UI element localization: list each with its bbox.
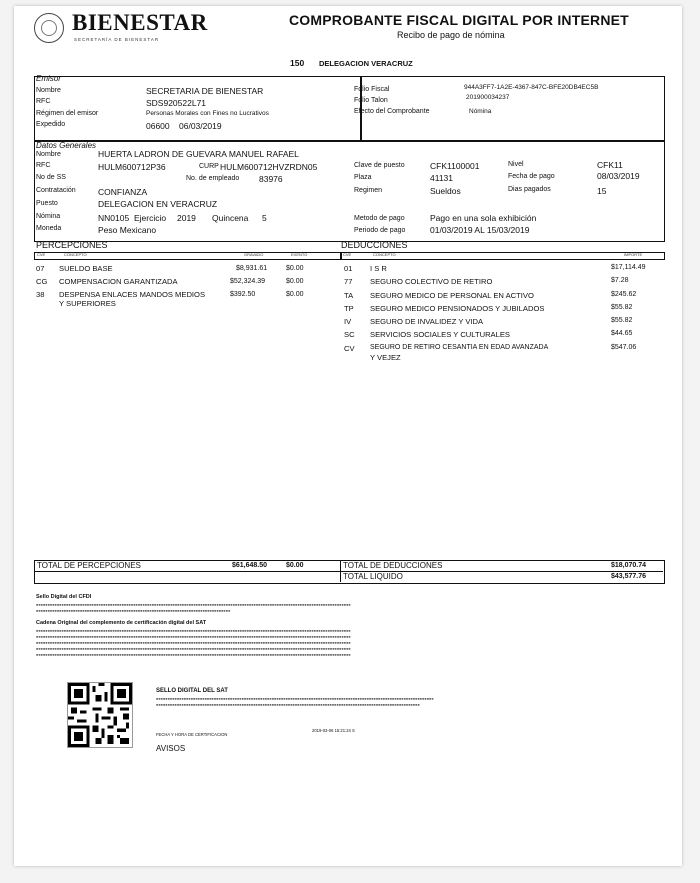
perc-row-exento: $0.00 [286, 265, 304, 272]
emisor-rfc-label: RFC [36, 98, 51, 105]
sello-sat-label: SELLO DIGITAL DEL SAT [156, 688, 228, 694]
perc-row-gravado: $52,324.39 [230, 278, 266, 285]
sello-sat-text: ■■■■■■■■■■■■■■■■■■■■■■■■■■■■■■■■■■■■■■■■■■■■■■■■■■■■■■■■■■■■■■■■■■■■■■■■■■■■■■■■■■■■■■■■■■■■■■■■■■■■■■■■■■■■■■■■■■ [156, 703, 420, 707]
perc-row-concepto: DESPENSA ENLACES MANDOS MEDIOS [59, 290, 206, 299]
sello-sat-text: ■■■■■■■■■■■■■■■■■■■■■■■■■■■■■■■■■■■■■■■■■■■■■■■■■■■■■■■■■■■■■■■■■■■■■■■■■■■■■■■■■■■■■■■■■■■■■■■■■■■■■■■■■■■■■■■■■■■■■■■■ [156, 697, 434, 701]
datos-puesto: DELEGACION EN VERACRUZ [98, 199, 218, 209]
folio-fiscal-label: Folio Fiscal [354, 86, 390, 93]
datos-ss-label: No de SS [36, 174, 66, 181]
total-liquido: $43,577.76 [611, 573, 647, 580]
efecto-value: Nómina [469, 108, 492, 115]
perc-row-exento: $0.00 [286, 278, 304, 285]
total-liquido-label: TOTAL LIQUIDO [343, 572, 403, 581]
ded-row-cve: CV [344, 344, 355, 353]
brand-logo-text: BIENESTAR [72, 10, 208, 35]
emisor-expedido-label: Expedido [36, 121, 66, 128]
datos-contratacion: CONFIANZA [98, 187, 148, 197]
perc-col-cve: CVE [37, 252, 46, 257]
cadena-original-text: ■■■■■■■■■■■■■■■■■■■■■■■■■■■■■■■■■■■■■■■■■■■■■■■■■■■■■■■■■■■■■■■■■■■■■■■■■■■■■■■■■■■■■■■■■■■■■■■■■■■■■■■■■■■■■■■■■■■■■■■■■■■■■■■■■■■■■■■■ [36, 647, 351, 651]
perc-row-cve: 07 [36, 264, 45, 273]
ded-row-importe: $17,114.49 [611, 264, 646, 271]
ded-row-importe: $44.65 [611, 330, 633, 337]
total-deducciones-label: TOTAL DE DEDUCCIONES [343, 561, 443, 570]
metodo-pago-label: Metodo de pago [354, 215, 405, 222]
datos-puesto-label: Puesto [36, 200, 58, 207]
fecha-certificacion-label: FECHA Y HORA DE CERTIFICACION [156, 732, 228, 737]
datos-contratacion-label: Contratación [36, 187, 76, 194]
deducciones-title: DEDUCCIONES [341, 240, 408, 250]
ded-row-concepto: SEGURO MEDICO PENSIONADOS Y JUBILADOS [370, 304, 545, 313]
ded-row-cve: TP [344, 304, 354, 313]
regimen: Sueldos [430, 186, 461, 196]
datos-moneda-label: Moneda [36, 225, 62, 232]
datos-nomina: NN0105 [98, 213, 130, 223]
nivel: CFK11 [597, 160, 623, 170]
ded-row-cve: IV [344, 317, 352, 326]
metodo-pago: Pago en una sola exhibición [430, 213, 537, 223]
plaza: 41131 [430, 173, 454, 183]
perc-row-cve: CG [36, 277, 48, 286]
fecha-pago-label: Fecha de pago [508, 173, 555, 180]
sello-cfdi-text: ■■■■■■■■■■■■■■■■■■■■■■■■■■■■■■■■■■■■■■■■■■■■■■■■■■■■■■■■■■■■■■■■■■■■■■■■■■■■■■■■■■■■ [36, 609, 231, 613]
folio-talon-label: Folio Talon [354, 97, 388, 104]
ded-row-cve: 77 [344, 277, 353, 286]
ded-row-concepto: SEGURO DE INVALIDEZ Y VIDA [370, 317, 484, 326]
total-percepciones-exento: $0.00 [286, 562, 304, 569]
datos-rfc-label: RFC [36, 162, 51, 169]
datos-quincena-label: Quincena [212, 213, 249, 223]
datos-rfc: HULM600712P36 [98, 162, 166, 172]
perc-row-concepto: COMPENSACION GARANTIZADA [59, 277, 178, 286]
dias-pagados-label: Dias pagados [508, 186, 551, 193]
ded-row-concepto: SEGURO COLECTIVO DE RETIRO [370, 277, 493, 286]
fecha-certificacion: 2019-03-06 15:21:24 S [312, 728, 355, 733]
sello-cfdi-label: Sello Digital del CFDI [36, 594, 92, 600]
clave-puesto-label: Clave de puesto [354, 162, 405, 169]
totals-vdivider [340, 560, 341, 582]
datos-empleado: 83976 [259, 174, 283, 184]
cadena-original-text: ■■■■■■■■■■■■■■■■■■■■■■■■■■■■■■■■■■■■■■■■■■■■■■■■■■■■■■■■■■■■■■■■■■■■■■■■■■■■■■■■■■■■■■■■■■■■■■■■■■■■■■■■■■■■■■■■■■■■■■■■■■■■■■■■■■■■■■■■ [36, 641, 351, 645]
ded-row-importe: $245.62 [611, 291, 637, 298]
emisor-regimen: Personas Morales con Fines no Lucrativos [146, 110, 269, 117]
cadena-original-text: ■■■■■■■■■■■■■■■■■■■■■■■■■■■■■■■■■■■■■■■■■■■■■■■■■■■■■■■■■■■■■■■■■■■■■■■■■■■■■■■■■■■■■■■■■■■■■■■■■■■■■■■■■■■■■■■■■■■■■■■■■■■■■■■■■■■■■■■■ [36, 629, 351, 633]
ded-row-cve: 01 [344, 264, 353, 273]
datos-nomina-label: Nómina [36, 213, 61, 220]
emisor-expedido-cp: 06600 [146, 121, 170, 131]
ded-row-importe: $7.28 [611, 277, 629, 284]
ded-row-concepto-cont: Y VEJEZ [370, 353, 401, 362]
qr-code-icon [67, 682, 133, 748]
datos-curp-label: CURP [199, 163, 219, 170]
delegacion-name: DELEGACION VERACRUZ [319, 59, 413, 68]
cadena-original-text: ■■■■■■■■■■■■■■■■■■■■■■■■■■■■■■■■■■■■■■■■■■■■■■■■■■■■■■■■■■■■■■■■■■■■■■■■■■■■■■■■■■■■■■■■■■■■■■■■■■■■■■■■■■■■■■■■■■■■■■■■■■■■■■■■■■■■■■■■ [36, 635, 351, 639]
cadena-original-text: ■■■■■■■■■■■■■■■■■■■■■■■■■■■■■■■■■■■■■■■■■■■■■■■■■■■■■■■■■■■■■■■■■■■■■■■■■■■■■■■■■■■■■■■■■■■■■■■■■■■■■■■■■■■■■■■■■■■■■■■■■■■■■■■■■■■■■■■■ [36, 653, 351, 657]
plaza-label: Plaza [354, 174, 372, 181]
emisor-expedido-fecha: 06/03/2019 [179, 121, 222, 131]
nivel-label: Nivel [508, 161, 524, 168]
folio-talon: 201900034237 [466, 94, 510, 101]
perc-col-gravado: GRAVADO [244, 252, 264, 257]
datos-quincena: 5 [262, 213, 267, 223]
percepciones-title: PERCEPCIONES [36, 240, 108, 250]
emisor-nombre-label: Nombre [36, 87, 61, 94]
ded-row-concepto: I S R [370, 264, 387, 273]
periodo-pago-label: Periodo de pago [354, 227, 406, 234]
perc-row-gravado: $8,931.61 [236, 265, 268, 272]
ded-row-importe: $55.82 [611, 317, 633, 324]
regimen-label: Regimen [354, 187, 383, 194]
ded-row-cve: SC [344, 330, 355, 339]
datos-ejercicio-label: Ejercicio [134, 213, 167, 223]
fecha-pago: 08/03/2019 [597, 171, 640, 181]
emisor-rfc: SDS920522L71 [146, 98, 207, 108]
perc-row-cve: 38 [36, 290, 45, 299]
delegacion-code: 150 [290, 58, 305, 68]
total-deducciones: $18,070.74 [611, 562, 647, 569]
datos-nombre: HUERTA LADRON DE GUEVARA MANUEL RAFAEL [98, 149, 299, 159]
ded-row-importe: $55.82 [611, 304, 633, 311]
efecto-label: Efecto del Comprobante [354, 108, 430, 115]
sello-cfdi-text: ■■■■■■■■■■■■■■■■■■■■■■■■■■■■■■■■■■■■■■■■■■■■■■■■■■■■■■■■■■■■■■■■■■■■■■■■■■■■■■■■■■■■■■■■■■■■■■■■■■■■■■■■■■■■■■■■■■■■■■■■■■■■■■■■■■■■■■■■ [36, 603, 351, 607]
dias-pagados: 15 [597, 186, 607, 196]
ded-row-concepto: SERVICIOS SOCIALES Y CULTURALES [370, 330, 510, 339]
folio-fiscal: 944A3FF7-1A2E-4367-847C-BFE20DB4EC5B [464, 84, 599, 91]
perc-row-exento: $0.00 [286, 291, 304, 298]
ded-row-concepto: SEGURO MEDICO DE PERSONAL EN ACTIVO [370, 291, 534, 300]
total-percepciones-label: TOTAL DE PERCEPCIONES [37, 561, 141, 570]
emisor-nombre: SECRETARIA DE BIENESTAR [146, 86, 264, 96]
government-seal-icon [34, 13, 64, 43]
ded-col-cve: CVE [343, 252, 352, 257]
ded-row-importe: $547.06 [611, 344, 637, 351]
ded-row-cve: TA [344, 291, 354, 300]
ded-row-concepto: SEGURO DE RETIRO CESANTIA EN EDAD AVANZADA [370, 344, 549, 351]
avisos-label: AVISOS [156, 744, 186, 753]
cadena-original-label: Cadena Original del complemento de certificación digital del SAT [36, 620, 207, 626]
periodo-pago: 01/03/2019 AL 15/03/2019 [430, 225, 530, 235]
perc-col-exento: EXENTO [291, 252, 308, 257]
perc-row-gravado: $392.50 [230, 291, 256, 298]
datos-empleado-label: No. de empleado [186, 175, 240, 182]
perc-row-concepto-cont: Y SUPERIORES [59, 299, 116, 308]
ded-col-importe: IMPORTE [624, 252, 643, 257]
document-title: COMPROBANTE FISCAL DIGITAL POR INTERNET [289, 12, 629, 28]
ded-col-concepto: CONCEPTO [373, 252, 396, 257]
datos-moneda: Peso Mexicano [98, 225, 157, 235]
total-percepciones-gravado: $61,648.50 [232, 562, 268, 569]
datos-curp: HULM600712HVZRDN05 [220, 162, 318, 172]
perc-row-concepto: SUELDO BASE [59, 264, 113, 273]
perc-col-concepto: CONCEPTO [64, 252, 87, 257]
emisor-regimen-label: Régimen del emisor [36, 110, 99, 117]
brand-subtext: SECRETARÍA DE BIENESTAR [74, 37, 160, 42]
datos-nombre-label: Nombre [36, 151, 61, 158]
datos-ejercicio: 2019 [177, 213, 196, 223]
document-subtitle: Recibo de pago de nómina [397, 30, 505, 40]
clave-puesto: CFK1100001 [430, 161, 480, 171]
datos-section-label: Datos Generales [36, 141, 97, 150]
document-page [14, 6, 682, 866]
emisor-section-label: Emisor [36, 74, 61, 83]
